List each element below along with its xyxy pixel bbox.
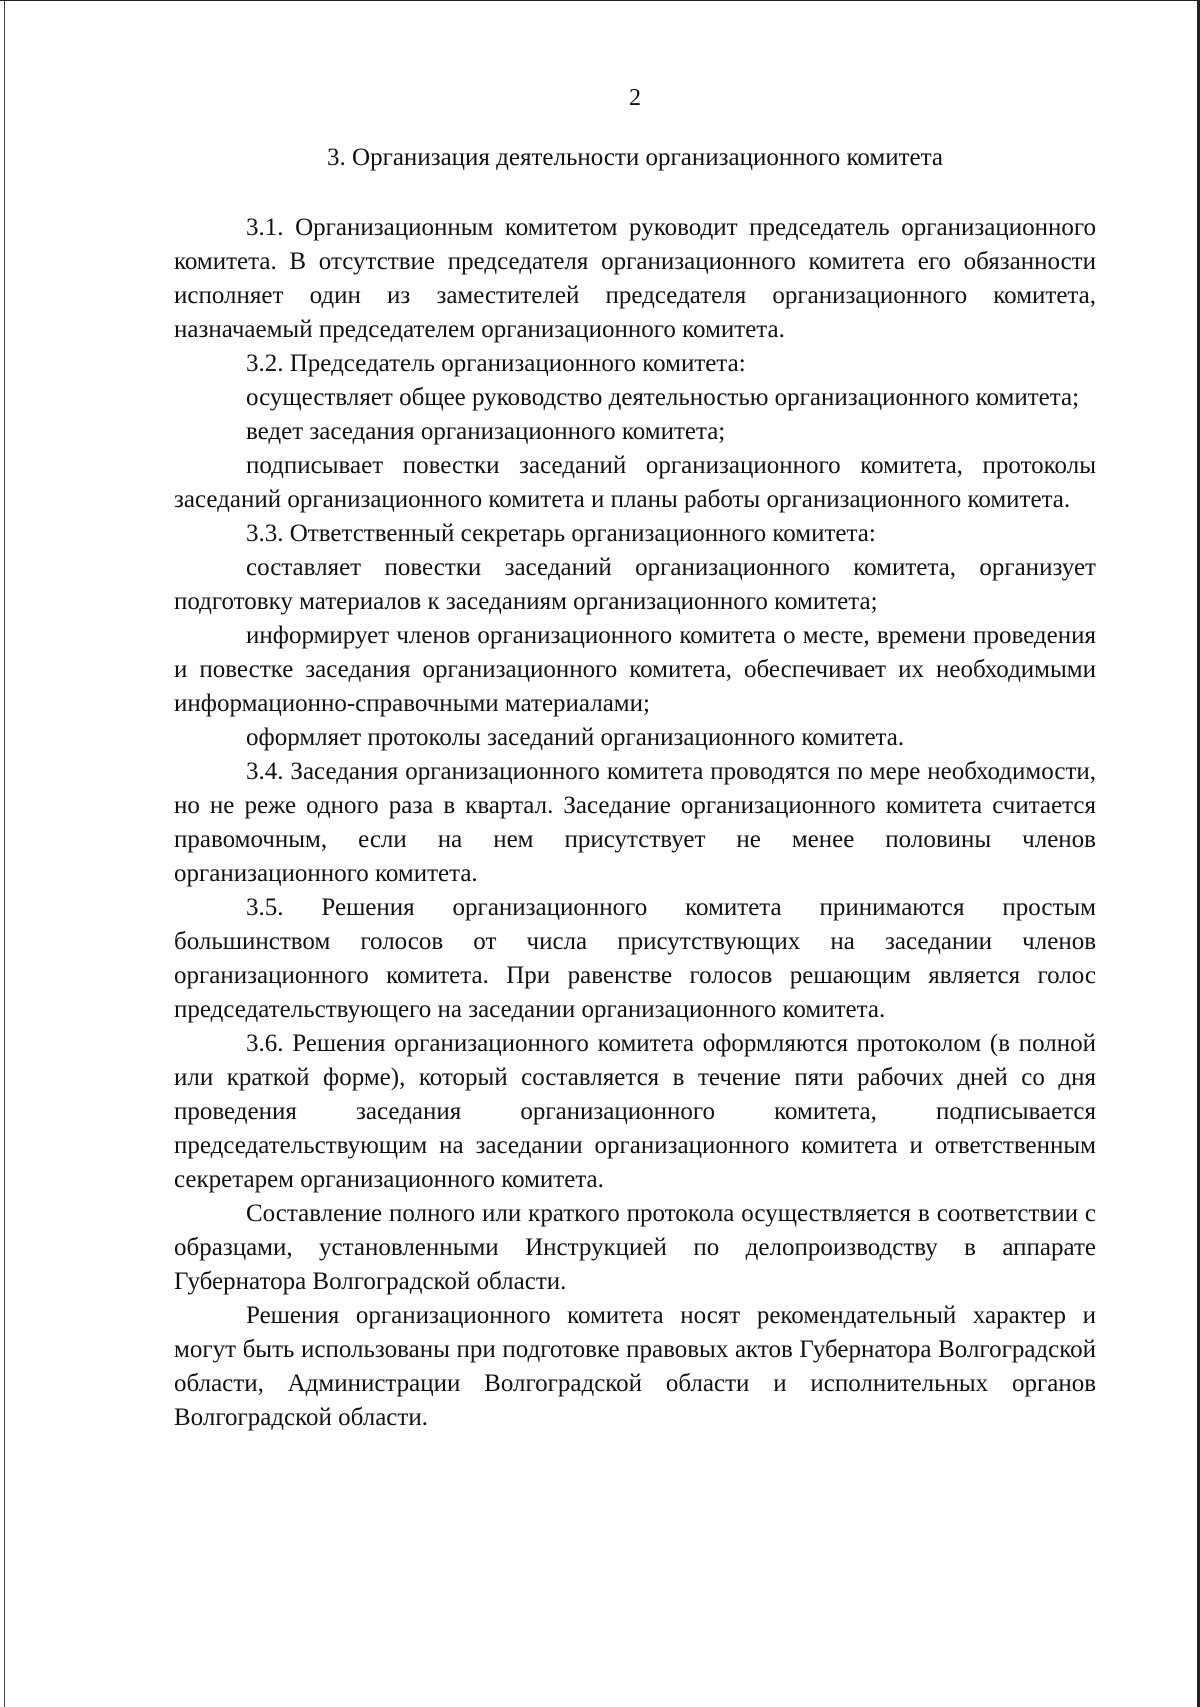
paragraph-chair-duty-1: осуществляет общее руководство деятельностью организационного комитета; <box>246 384 1080 411</box>
paragraph-secretary-duty-3: оформляет протоколы заседаний организационного комитета. <box>246 724 905 751</box>
paragraph-3-2: 3.2. Председатель организационного комитета: <box>246 350 746 377</box>
paragraph-3-1: 3.1. Организационным комитетом руководит председатель организационного комитета. В отсутствие председателя организационного комитета его обязанности исполняет один из заместителей председателя организационного комитета, назначаемый председателем организационного комитета. <box>174 214 1096 343</box>
paragraph-chair-duty-3: подписывает повестки заседаний организационного комитета, протоколы заседаний организационного комитета и планы работы организационного комитета. <box>174 452 1096 513</box>
paragraph-3-4: 3.4. Заседания организационного комитета проводятся по мере необходимости, но не реже одного раза в квартал. Заседание организационного комитета считается правомочным, если на нем присутствует не менее половины членов организационного комитета. <box>174 758 1096 887</box>
paragraph-3-3: 3.3. Ответственный секретарь организационного комитета: <box>246 520 876 547</box>
page-number: 2 <box>629 85 641 111</box>
paragraph-protocol-drafting: Составление полного или краткого протокола осуществляется в соответствии с образцами, установленными Инструкцией по делопроизводству в аппарате Губернатора Волгоградской области. <box>174 1200 1096 1295</box>
paragraph-chair-duty-2: ведет заседания организационного комитета; <box>246 418 726 445</box>
section-title: 3. Организация деятельности организационного комитета <box>327 144 943 171</box>
document-body <box>174 211 1096 1435</box>
paragraph-secretary-duty-2: информирует членов организационного комитета о месте, времени проведения и повестке заседания организационного комитета, обеспечивает их необходимыми информационно-справочными материалами; <box>174 622 1096 717</box>
paragraph-decisions-advisory: Решения организационного комитета носят рекомендательный характер и могут быть использованы при подготовке правовых актов Губернатора Волгоградской области, Администрации Волгоградской области и исполнительных органов Волгоградской области. <box>174 1302 1096 1431</box>
scan-edge-left <box>4 1 5 1707</box>
paragraph-3-5: 3.5. Решения организационного комитета принимаются простым большинством голосов от числа присутствующих на заседании членов организационного комитета. При равенстве голосов решающим является голос председательствующего на заседании организационного комитета. <box>174 894 1096 1023</box>
paragraph-secretary-duty-1: составляет повестки заседаний организационного комитета, организует подготовку материалов к заседаниям организационного комитета; <box>174 554 1096 615</box>
paragraph-3-6: 3.6. Решения организационного комитета оформляются протоколом (в полной или краткой форме), который составляется в течение пяти рабочих дней со дня проведения заседания организационного комитета, подписывается председательствующим на заседании организационного комитета и ответственным секретарем организационного комитета. <box>174 1030 1096 1193</box>
